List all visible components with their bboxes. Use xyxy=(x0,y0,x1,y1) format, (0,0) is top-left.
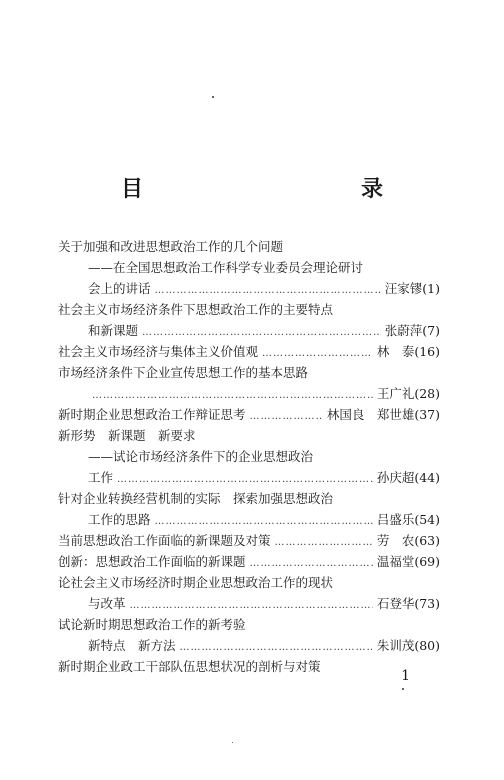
toc-entry-title: 试论新时期思想政治工作的新考验 xyxy=(58,617,246,632)
toc-entry xyxy=(58,572,440,593)
dot-leader xyxy=(130,595,373,616)
toc-entry-page: (28) xyxy=(414,386,440,401)
toc-entry-author: 石登华 xyxy=(376,596,415,611)
toc-entry xyxy=(58,236,440,257)
dot-leader xyxy=(250,406,323,427)
toc-entry xyxy=(58,341,440,362)
toc-entry xyxy=(58,425,440,446)
toc-entry-page: (63) xyxy=(414,533,440,548)
toc-entry-title: 社会主义市场经济与集体主义价值观 xyxy=(58,344,259,359)
toc-entry-title: 新时期企业思想政治工作辩证思考 xyxy=(58,407,246,422)
toc-entry-author: 林 泰 xyxy=(376,344,415,359)
dot-leader xyxy=(250,553,373,574)
toc-entry-title: 会上的讲话 xyxy=(88,281,151,296)
toc-entry xyxy=(58,404,440,425)
toc-entry xyxy=(58,320,440,341)
dot-leader xyxy=(180,637,373,658)
dot-leader xyxy=(92,385,373,406)
toc-entry xyxy=(58,383,440,404)
toc-entry-page: (80) xyxy=(414,638,440,653)
toc-entry-title: 工作 xyxy=(88,470,114,485)
toc-entry-author: 劳 农 xyxy=(376,533,415,548)
toc-entry-title: 关于加强和改进思想政治工作的几个问题 xyxy=(58,239,284,254)
scan-speck xyxy=(402,688,404,690)
toc-entry xyxy=(58,467,440,488)
toc-entry xyxy=(58,509,440,530)
toc-entry-page: (69) xyxy=(414,554,440,569)
toc-entry-page: (73) xyxy=(414,596,440,611)
toc-entry-title: 工作的思路 xyxy=(88,512,151,527)
page-title: 目 录 xyxy=(120,177,441,202)
scan-speck xyxy=(212,96,214,98)
toc-entry-page: (7) xyxy=(422,323,440,338)
dot-leader xyxy=(117,469,373,490)
toc-entry xyxy=(58,257,440,278)
toc-entry xyxy=(58,614,440,635)
toc-entry-title: 社会主义市场经济条件下思想政治工作的主要特点 xyxy=(58,302,334,317)
toc-entry-author: 孙庆超 xyxy=(376,470,415,485)
dot-leader xyxy=(275,532,373,553)
toc-entry-title: 创新：思想政治工作面临的新课题 xyxy=(58,554,246,569)
page-number: 1 xyxy=(401,668,410,684)
toc-entry-author: 张蔚萍 xyxy=(384,323,423,338)
toc-entry-author: 朱训茂 xyxy=(376,638,415,653)
toc-entry xyxy=(58,635,440,656)
toc-entry xyxy=(58,278,440,299)
toc-entry-page: (54) xyxy=(414,512,440,527)
toc-entry-title: 市场经济条件下企业宣传思想工作的基本思路 xyxy=(58,365,309,380)
toc-entry xyxy=(58,362,440,383)
toc-entry-author: 王广礼 xyxy=(376,386,415,401)
toc-entry-title: ——试论市场经济条件下的企业思想政治 xyxy=(88,449,314,464)
toc-entry xyxy=(58,551,440,572)
toc-entry-author: 温福堂 xyxy=(376,554,415,569)
toc-entry-page: (37) xyxy=(414,407,440,422)
dot-leader xyxy=(142,322,381,343)
dot-leader xyxy=(262,343,373,364)
table-of-contents xyxy=(58,236,440,677)
toc-entry-author: 林国良 郑世雄 xyxy=(326,407,415,422)
toc-entry-title: 论社会主义市场经济时期企业思想政治工作的现状 xyxy=(58,575,334,590)
toc-entry-page: (44) xyxy=(414,470,440,485)
toc-entry xyxy=(58,530,440,551)
toc-entry-title: 新特点 新方法 xyxy=(88,638,176,653)
toc-entry-author: 吕盛乐 xyxy=(376,512,415,527)
toc-entry xyxy=(58,656,440,677)
toc-entry-page: (1) xyxy=(422,281,440,296)
dot-leader xyxy=(155,511,373,532)
toc-entry-author: 汪家镠 xyxy=(384,281,423,296)
toc-entry xyxy=(58,299,440,320)
toc-entry-title: 与改革 xyxy=(88,596,126,611)
toc-entry-title: 新形势 新课题 新要求 xyxy=(58,428,196,443)
toc-entry xyxy=(58,488,440,509)
scan-speck xyxy=(232,742,233,743)
toc-entry-page: (16) xyxy=(414,344,440,359)
dot-leader xyxy=(155,280,381,301)
toc-entry-title: 新时期企业政工干部队伍思想状况的剖析与对策 xyxy=(58,659,321,674)
toc-entry-title: 和新课题 xyxy=(88,323,139,338)
toc-entry xyxy=(58,446,440,467)
toc-entry xyxy=(58,593,440,614)
toc-entry-title: 针对企业转换经营机制的实际 探索加强思想政治 xyxy=(58,491,334,506)
toc-entry-title: ——在全国思想政治工作科学专业委员会理论研讨 xyxy=(88,260,364,275)
toc-entry-title: 当前思想政治工作面临的新课题及对策 xyxy=(58,533,271,548)
